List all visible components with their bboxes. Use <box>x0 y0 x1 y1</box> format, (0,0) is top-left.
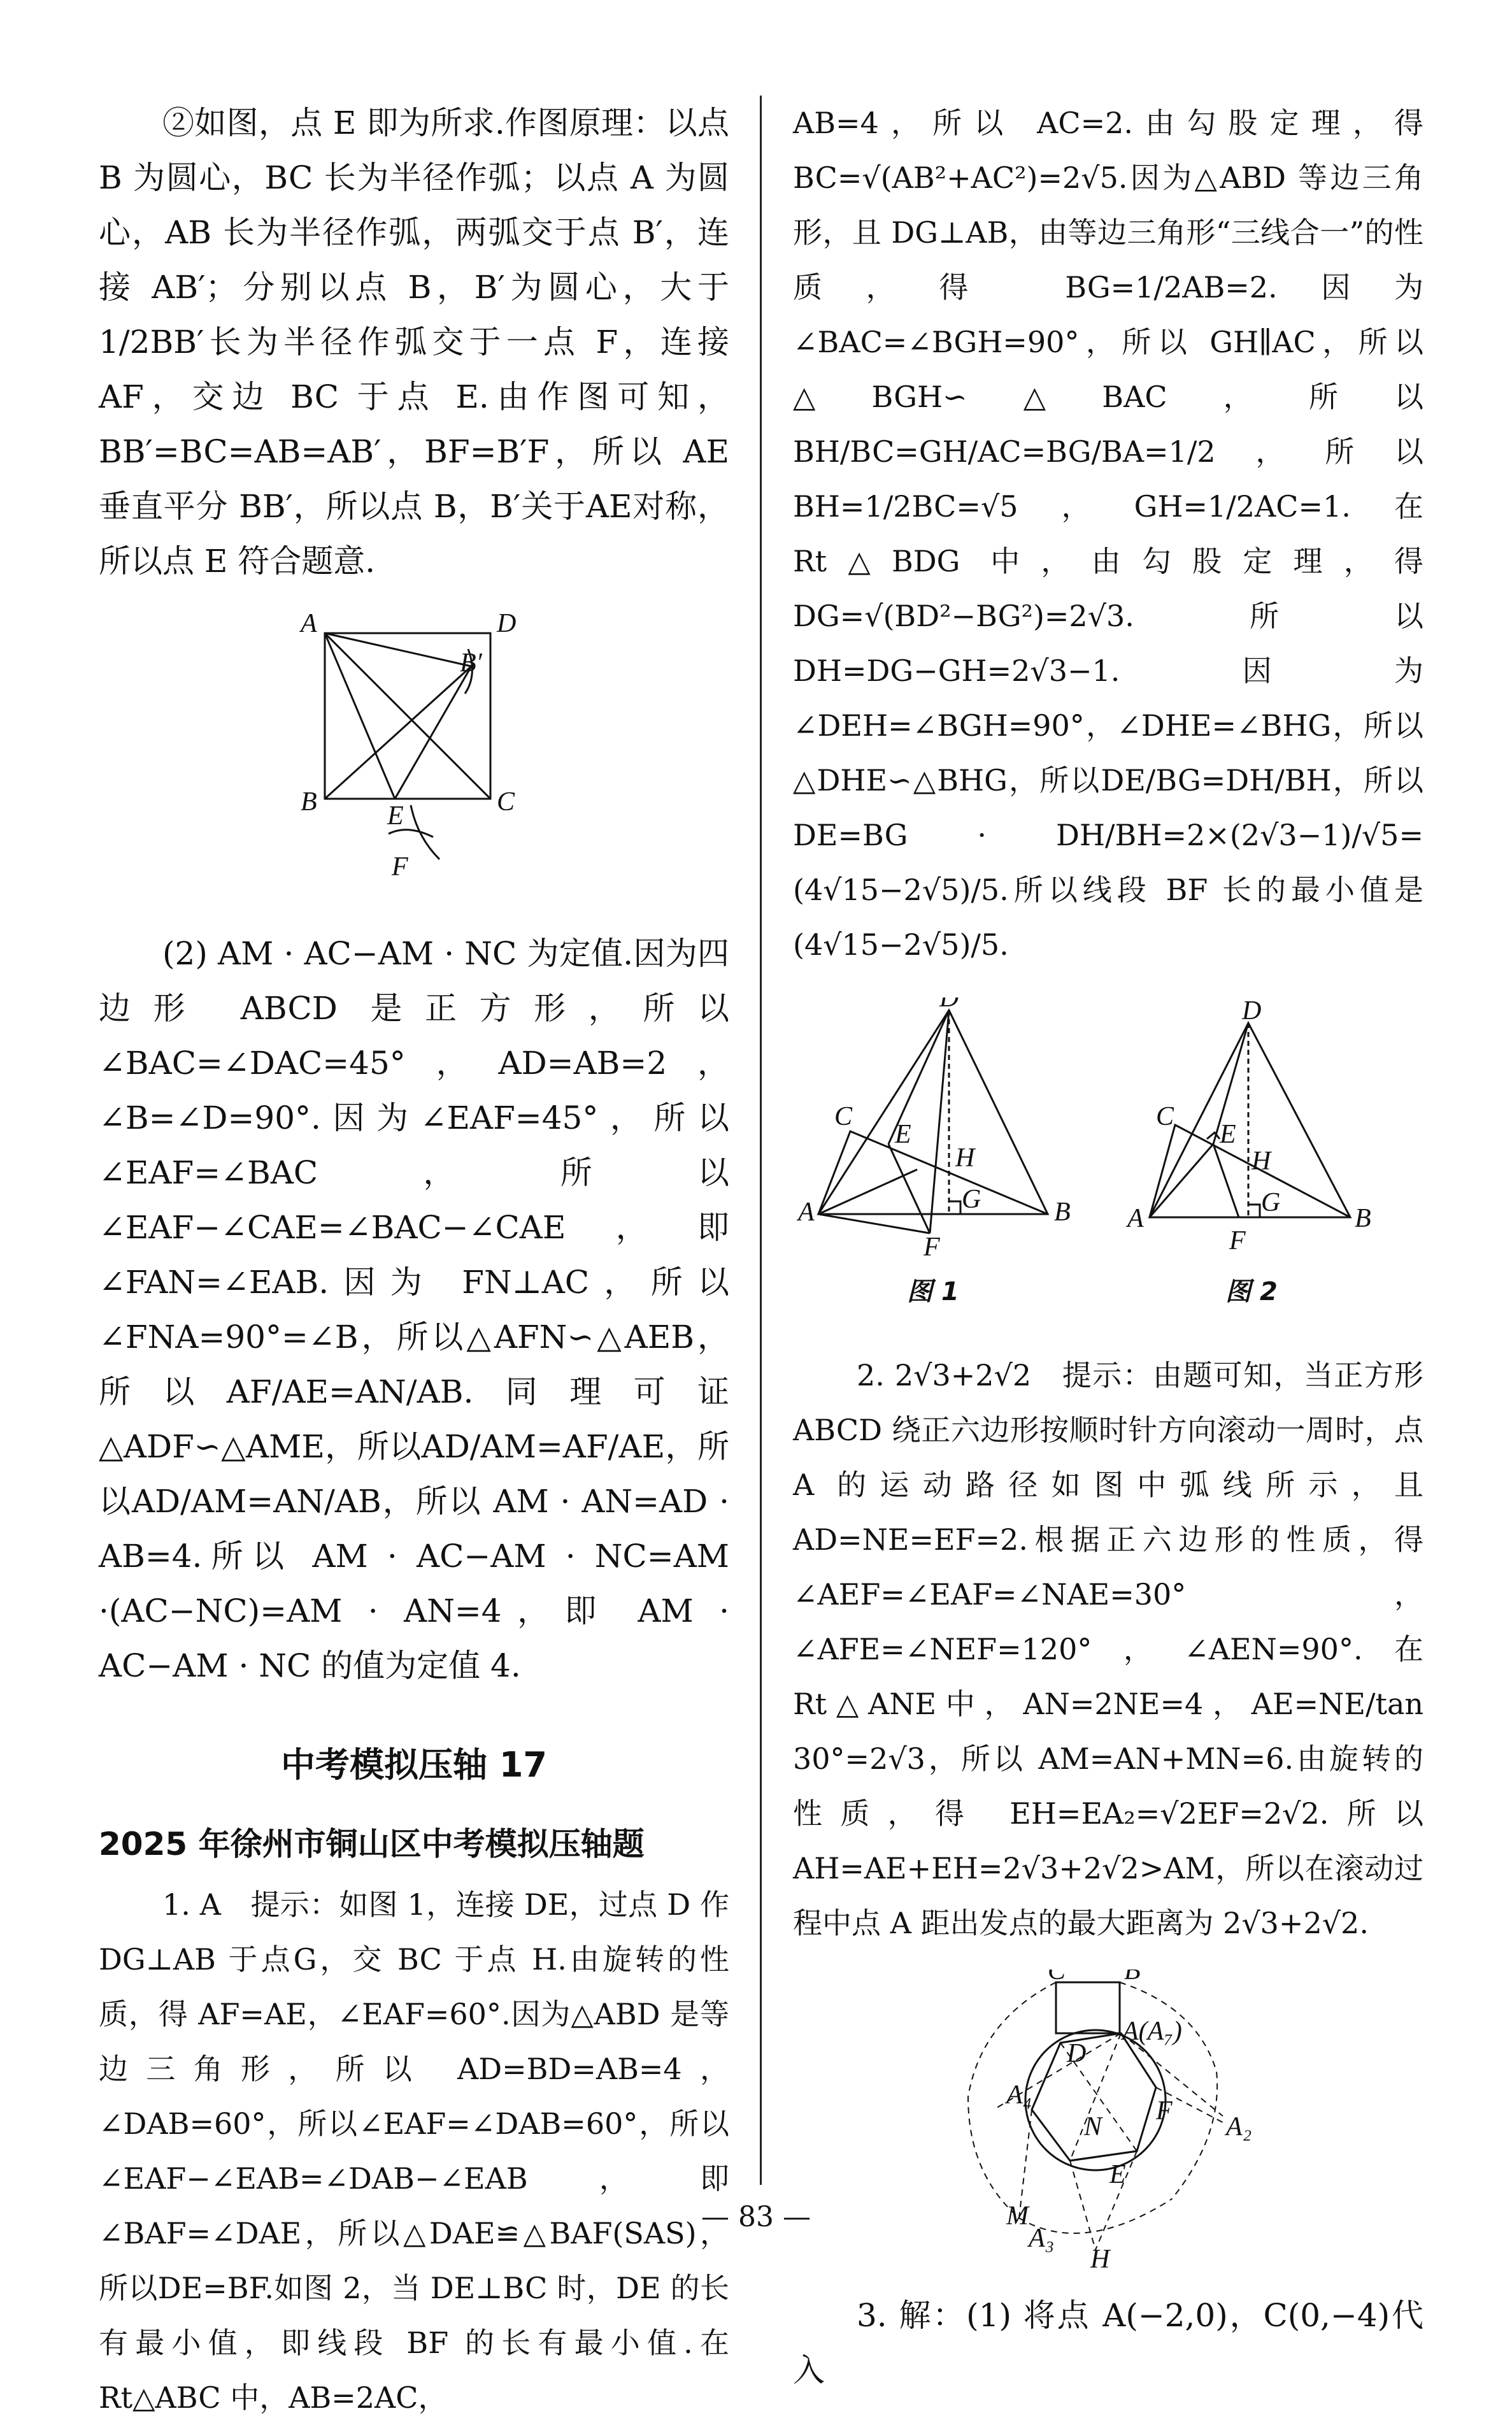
fig1-label-C: C <box>834 1102 853 1131</box>
fig3-label-E: E <box>1109 2160 1126 2189</box>
fig3-label-A3: A₃ <box>1029 2224 1055 2253</box>
fig-label-C: C <box>497 787 515 817</box>
fig-label-Bprime: B′ <box>460 648 482 678</box>
fig2-label-H: H <box>1252 1147 1271 1176</box>
fig1-label-B: B <box>1054 1198 1071 1227</box>
right-para-1: AB=4，所以 AC=2.由勾股定理，得 BC=√(AB²+AC²)=2√5.因为△ABD 等边三角形，且 DG⊥AB，由等边三角形“三线合一”的性质，得 BG=1/2AB=2.因为∠BAC=∠BGH=90°，所以 GH∥AC，所以△BGH∽△BAC，所以 BH/BC=GH/AC=BG/BA=1/2，所以BH=1/2BC=√5，GH=1/2AC=1.在 Rt△BDG 中，由勾股定理，得 DG=√(BD²−BG²)=2√3.所以 DH=DG−GH=2√3−1.因为∠DEH=∠BGH=90°，∠DHE=∠BHG，所以△DHE∽△BHG，所以DE/BG=DH/BH，所以 DE=BG · DH/BH=2×(2√3−1)/√5=(4√15−2√5)/5.所以线段 BF 长的最小值是(4√15−2√5)/5. <box>793 106 1423 962</box>
fig2-label-A: A <box>1127 1204 1144 1233</box>
fig2-caption: 图 2 <box>1225 1277 1278 1306</box>
fig3-label-A2: A₂ <box>1226 2112 1252 2142</box>
fig1-label-F: F <box>924 1233 940 1262</box>
question-2: 2. 2√3+2√2 提示：由题可知，当正方形ABCD 绕正六边形按顺时针方向滚动一周时，点 A 的运动路径如图中弧线所示，且 AD=NE=EF=2.根据正六边形的性质，得∠AEF=∠EAF=∠NAE=30°，∠AFE=∠NEF=120°，∠AEN=90°.在 Rt△ANE中，AN=2NE=4，AE=NE/tan 30°=2√3，所以 AM=AN+MN=6.由旋转的性质，得 EH=EA₂=√2EF=2√2.所以 AH=AE+EH=2√3+2√2>AM，所以在滚动过程中点 A 距出发点的最大距离为 2√3+2√2. <box>793 1358 1423 1940</box>
right-column <box>793 96 1423 2398</box>
fig3-label-H: H <box>1090 2245 1110 2269</box>
fig3-label-C: C <box>1048 1970 1066 1985</box>
fig1-label-D: D <box>939 998 959 1013</box>
fig3-label-M: M <box>1006 2201 1029 2231</box>
fig2-label-D: D <box>1242 998 1262 1026</box>
fig2-label-C: C <box>1156 1102 1174 1131</box>
column-divider <box>760 96 762 2185</box>
left-para-2: (2) AM · AC−AM · NC 为定值.因为四边形 ABCD 是正方形，所以∠BAC=∠DAC=45°，AD=AB=2，∠B=∠D=90°.因为∠EAF=45°，所以∠EAF=∠BAC，所以∠EAF−∠CAE=∠BAC−∠CAE，即∠FAN=∠EAB.因为 FN⊥AC，所以∠FNA=90°=∠B，所以△AFN∽△AEB，所以AF/AE=AN/AB.同理可证△ADF∽△AME，所以AD/AM=AF/AE，所以AD/AM=AN/AB，所以 AM · AN=AD · AB=4.所以 AM · AC−AM · NC=AM ·(AC−NC)=AM · AN=4，即 AM · AC−AM · NC 的值为定值 4. <box>99 935 729 1684</box>
question-1: 1. A 提示：如图 1，连接 DE，过点 D 作 DG⊥AB 于点G，交 BC 于点 H.由旋转的性质，得 AF=AE，∠EAF=60°.因为△ABD 是等边三角形，所以 AD=BD=AB=4，∠DAB=60°，所以∠EAF=∠DAB=60°，所以∠EAF−∠EAB=∠DAB−∠EAB，即∠BAF=∠DAE，所以△DAE≌△BAF(SAS)，所以DE=BF.如图 2，当 DE⊥BC 时，DE 的长有最小值，即线段 BF 的长有最小值.在 Rt△ABC 中，AB=2AC， <box>99 1887 729 2415</box>
fig-label-B: B <box>301 787 317 817</box>
fig-label-F: F <box>392 852 408 882</box>
question-3: 3. 解：(1) 将点 A(−2,0)，C(0,−4)代入 <box>793 2297 1423 2389</box>
fig1-caption: 图 1 <box>907 1277 959 1306</box>
fig-label-D: D <box>497 609 517 638</box>
fig2-label-E: E <box>1220 1120 1236 1149</box>
fig3-label-F: F <box>1156 2096 1173 2126</box>
page-number: — 83 — <box>701 2201 811 2233</box>
left-para-1: ②如图，点 E 即为所求.作图原理：以点 B 为圆心，BC 长为半径作弧；以点 A 为圆心，AB 长为半径作弧，两弧交于点 B′，连接 AB′；分别以点 B，B′为圆心，大于1/2BB′长为半径作弧交于一点 F，连接 AF，交边 BC 于点 E.由作图可知，BB′=BC=AB=AB′，BF=B′F，所以 AE 垂直平分 BB′，所以点 B，B′关于AE对称，所以点 E 符合题意. <box>99 104 729 580</box>
fig3-label-B: B <box>1124 1970 1141 1985</box>
square-construction-figure <box>287 608 541 907</box>
fig2-label-G: G <box>1261 1188 1281 1217</box>
left-column <box>99 96 729 2425</box>
fig2-label-B: B <box>1355 1204 1371 1233</box>
section-title: 中考模拟压轴 17 <box>281 1745 547 1785</box>
triangle-figures <box>793 998 1423 1329</box>
fig3-label-N: N <box>1084 2112 1102 2142</box>
fig-label-E: E <box>387 801 404 831</box>
subsection-title: 2025 年徐州市铜山区中考模拟压轴题 <box>99 1826 645 1863</box>
fig3-label-A4: A₄ <box>1006 2080 1032 2110</box>
triangle-figures-svg <box>793 998 1423 1329</box>
fig1-label-A: A <box>798 1198 815 1227</box>
fig2-label-F: F <box>1229 1226 1246 1255</box>
fig-label-A: A <box>301 609 317 638</box>
fig3-label-A: A(A₇) <box>1122 2017 1182 2046</box>
fig1-label-E: E <box>895 1120 911 1149</box>
fig1-label-H: H <box>955 1143 975 1173</box>
fig1-label-G: G <box>962 1185 981 1214</box>
fig3-label-D: D <box>1067 2039 1087 2068</box>
square-construction-svg <box>287 608 541 907</box>
